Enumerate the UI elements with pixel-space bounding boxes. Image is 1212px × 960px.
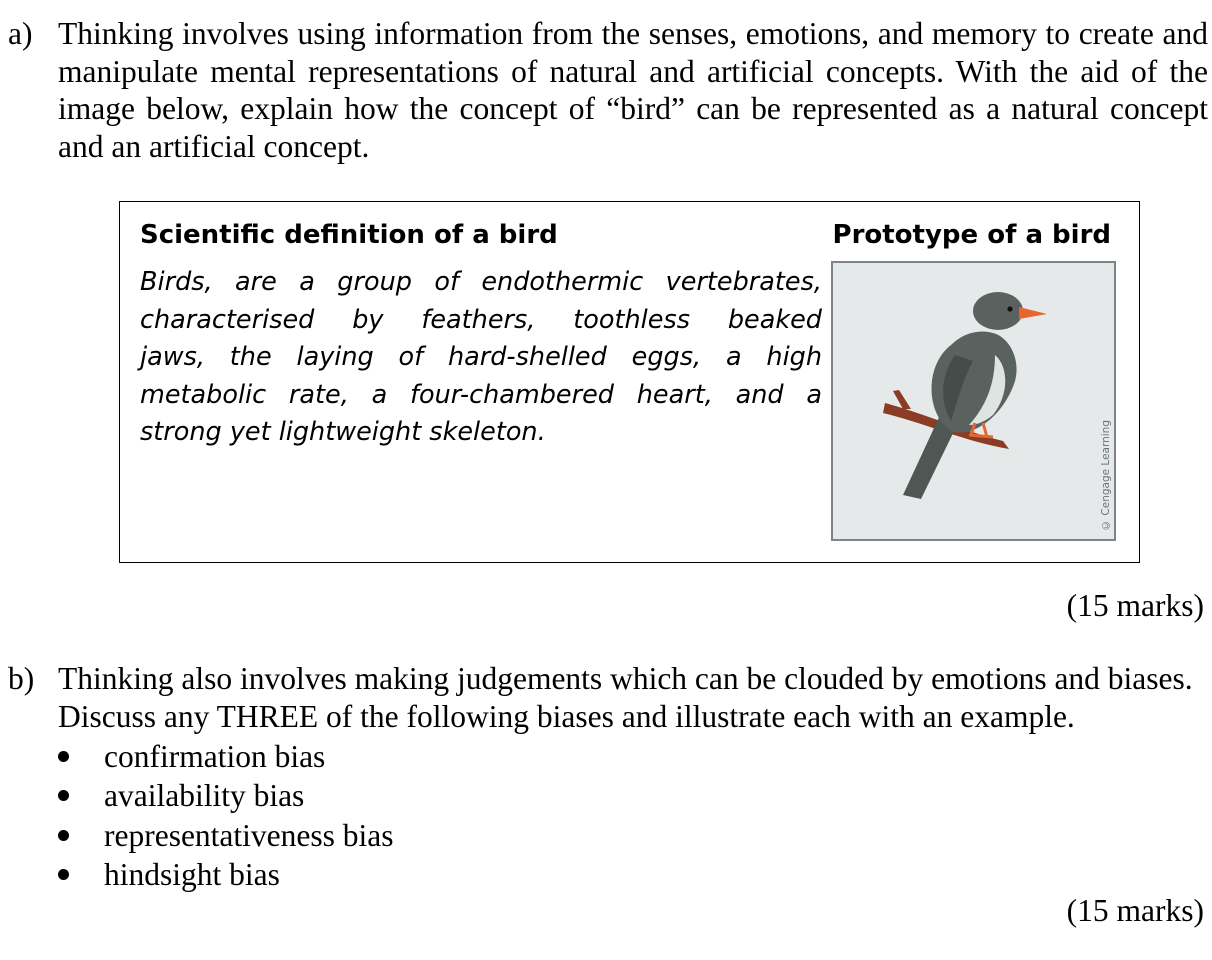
- definition-heading: Scientific definition of a bird: [140, 220, 558, 250]
- concept-figure: [119, 201, 1140, 563]
- image-credit: © Cengage Learning: [1100, 420, 1112, 531]
- definition-line: metabolic rate, a four-chambered heart, and a: [140, 379, 822, 410]
- definition-line: strong yet lightweight skeleton.: [140, 417, 546, 447]
- bias-list-item: hindsight bias: [58, 855, 394, 894]
- bird-prototype-image: [831, 261, 1116, 541]
- question-a-text: Thinking involves using information from the senses, emotions, and memory to create and manipulate mental representations of natural and artificial concepts. With the aid of the image below, explain how the concept of “bird” can be represented as a natural concept and an artificial concept.: [58, 16, 1208, 164]
- definition-text: [140, 264, 822, 452]
- question-a-marks: (15 marks): [1066, 588, 1204, 623]
- bullet-icon: [58, 790, 69, 801]
- question-b-text: Thinking also involves making judgements which can be clouded by emotions and biases. Discuss any THREE of the following biases and illustrate each with an example.: [58, 661, 1193, 734]
- bullet-icon: [58, 869, 69, 880]
- bird-illustration: [833, 263, 1114, 539]
- bird-head: [973, 292, 1023, 330]
- question-b-label: b): [8, 661, 35, 696]
- definition-line: jaws, the laying of hard-shelled eggs, a high: [140, 342, 822, 372]
- bullet-icon: [58, 830, 69, 841]
- bias-list: [58, 737, 394, 894]
- question-b-marks: (15 marks): [1066, 893, 1204, 928]
- bias-list-item: availability bias: [58, 776, 394, 815]
- question-a-body: [58, 15, 1208, 165]
- definition-line: Birds, are a group of endothermic vertebrates,: [140, 267, 822, 297]
- bullet-icon: [58, 751, 69, 762]
- definition-line: characterised by feathers, toothless beaked: [140, 304, 822, 335]
- prototype-heading: Prototype of a bird: [832, 220, 1111, 250]
- question-b-body: [58, 660, 1208, 892]
- bird-beak: [1019, 307, 1047, 319]
- bird-eye: [1007, 306, 1012, 311]
- bias-list-item: confirmation bias: [58, 737, 394, 776]
- bias-list-item: representativeness bias: [58, 816, 394, 855]
- question-a-label: a): [8, 16, 33, 51]
